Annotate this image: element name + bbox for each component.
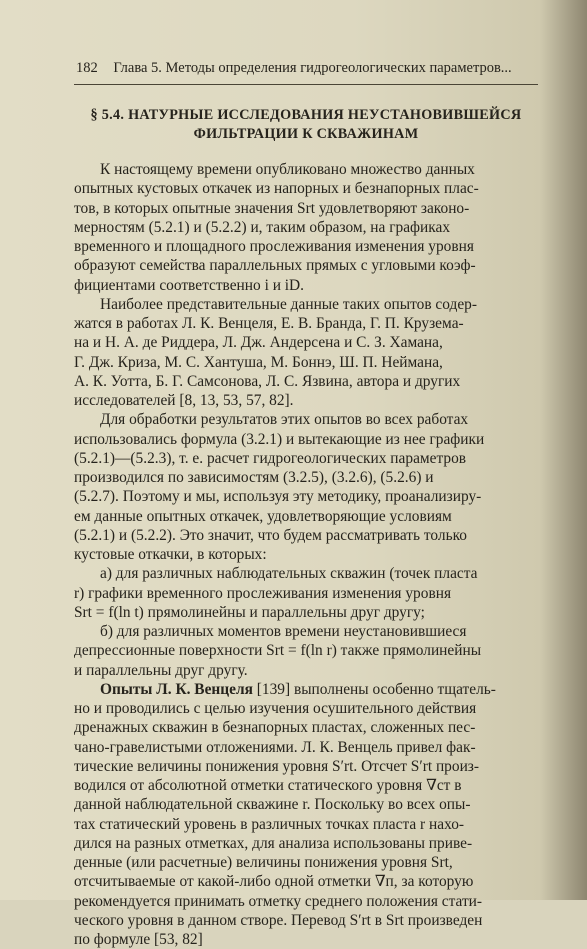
text-line: образуют семейства параллельных прямых с угловыми коэф- — [74, 257, 476, 275]
text-line: производился по зависимостям (3.2.5), (3.2.6), (5.2.6) и — [74, 469, 434, 486]
text-line: жатся в работах Л. К. Венцеля, Е. В. Бранда, Г. П. Круземa- — [74, 315, 464, 332]
header-rule — [74, 84, 538, 85]
section-title — [74, 106, 538, 144]
text-line: Наиболее представительные данные таких опытов содер- — [100, 295, 478, 313]
text-line: рекомендуется принимать отметку среднего положения стати- — [74, 892, 483, 910]
run-in-heading: Опыты Л. К. Венцеля — [100, 680, 253, 698]
text-line: r) графики временного прослеживания изменения уровня — [74, 584, 452, 602]
text-line: ем данные опытных откачек, удовлетворяющие условиям — [74, 507, 452, 525]
text-line: а) для различных наблюдательных скважин (точек пласта — [100, 565, 478, 583]
running-header — [76, 60, 538, 77]
running-title: Глава 5. Методы определения гидрогеологических параметров... — [113, 60, 512, 76]
text-line: кустовые откачки, в которых: — [74, 546, 267, 563]
section-title-line: ФИЛЬТРАЦИИ К СКВАЖИНАМ — [193, 126, 419, 142]
text-line: использовались формула (3.2.1) и вытекающие из нее графики — [74, 430, 485, 448]
text-line: фициентами соответственно i и iD. — [74, 276, 305, 294]
text-line: тические величины понижения уровня S′rt. Отсчет S′rt произ- — [74, 757, 480, 775]
text-line: (5.2.1) и (5.2.2). Это значит, что будем рассматривать только — [74, 526, 468, 544]
text-line: дился на разных отметках, для анализа использованы приве- — [74, 834, 473, 852]
text-line: но и проводились с целью изучения осушительного действия — [74, 700, 477, 717]
text-line: б) для различных моментов времени неустановившиеся — [100, 623, 467, 640]
text-line: данной наблюдательной скважине r. Поскольку во всех опы- — [74, 796, 471, 814]
text-line: А. К. Уотта, Б. Г. Самсонова, Л. С. Язвина, автора и других — [74, 372, 461, 390]
text-line: водился от абсолютной отметки статического уровня ∇ст в — [74, 777, 462, 794]
text-line: опытных кустовых откачек из напорных и безнапорных плас- — [74, 180, 479, 198]
text-line: Srt = f(ln t) прямолинейны и параллельны друг другу; — [74, 603, 425, 621]
section-title-line: § 5.4. НАТУРНЫЕ ИССЛЕДОВАНИЯ НЕУСТАНОВИВШЕЙСЯ — [90, 107, 522, 123]
text-line: тов, в которых опытные значения Srt удовлетворяют законо- — [74, 199, 470, 217]
body-text — [74, 160, 544, 949]
text-line: Г. Дж. Криза, М. С. Хантуша, М. Боннэ, Ш. П. Неймана, — [74, 353, 443, 371]
page-number: 182 — [76, 60, 98, 76]
text-line: депрессионные поверхности Srt = f(ln r) также прямолинейны — [74, 642, 482, 660]
text-line: (5.2.7). Поэтому и мы, используя эту методику, проанализиру- — [74, 488, 482, 506]
text-line: мерностям (5.2.1) и (5.2.2) и, таким образом, на графиках — [74, 218, 451, 236]
text-line: исследователей [8, 13, 53, 57, 82]. — [74, 392, 294, 409]
text-line: (5.2.1)—(5.2.3), т. е. расчет гидрогеологических параметров — [74, 449, 467, 467]
text-line: чано-гравелистыми отложениями. Л. К. Венцель привел фак- — [74, 738, 476, 756]
text-line: ческого уровня в данном створе. Перевод S′rt в Srt произведен — [74, 911, 483, 929]
text-line: по формуле [53, 82] — [74, 931, 203, 948]
text-line: дренажных скважин в безнапорных пластах, сложенных пес- — [74, 719, 476, 737]
text-line: на и Н. А. де Риддера, Л. Дж. Андерсена и С. З. Хамана, — [74, 334, 443, 352]
text-line: отсчитываемые от какой-либо одной отметки ∇п, за которую — [74, 873, 474, 891]
text-line: временного и площадного прослеживания изменения уровня — [74, 238, 474, 255]
text-line: Для обработки результатов этих опытов во всех работах — [100, 411, 469, 429]
text-line: денные (или расчетные) величины понижения уровня Srt, — [74, 854, 453, 871]
text-line: Опыты Л. К. Венцеля [139] выполнены особенно тщатель- — [100, 680, 496, 698]
text-line: К настоящему времени опубликовано множество данных — [100, 161, 475, 178]
text-line: тах статический уровень в различных точках пласта r нахо- — [74, 815, 465, 833]
text-line: и параллельны друг другу. — [74, 661, 248, 679]
